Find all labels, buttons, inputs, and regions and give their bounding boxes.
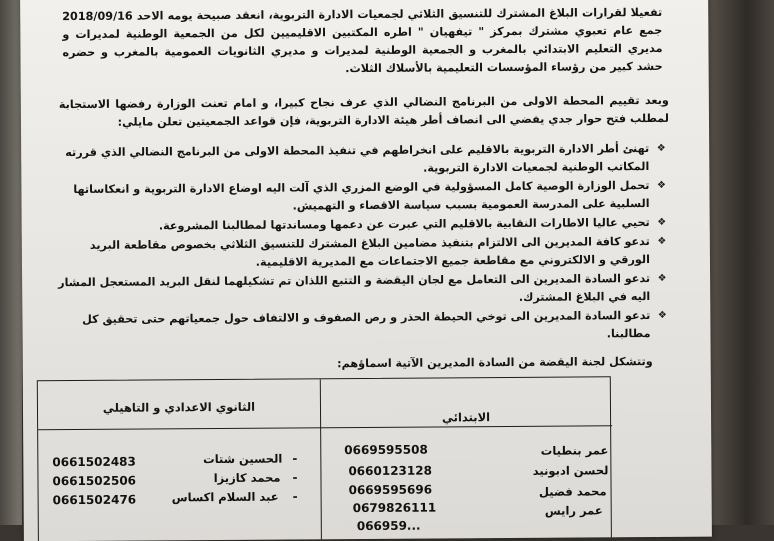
primary-name: لحسن ادبونيد (532, 463, 609, 478)
primary-phone: 0660123128 (348, 463, 432, 479)
list-item-text: تدعو السادة المديرين الى توخي الحيطة الحذر و رص الصفوف و الالتفاف حول جمعياتهم حتى تحقيق كل مطالبنا. (82, 309, 651, 341)
primary-name: عمر رايس (544, 503, 603, 518)
dash-marker: - (292, 470, 298, 485)
list-item (51, 177, 671, 217)
secondary-name: محمد كازيزا (213, 470, 281, 486)
table-column-divider (320, 379, 322, 541)
secondary-name: عبد السلام اكساس (171, 489, 279, 505)
diamond-bullet-icon: ❖ (657, 272, 667, 284)
intro-paragraph: تفعيلا لقرارات البلاغ المشترك للتنسيق الثلاثي لجمعيات الادارة التربوية، انعقد صبيحة يومه الاحد 2018/09/16 جمع عام تعبوي مشترك بمركز " تيفهيان " اطره المكتبين الاقليميين لكل من الجمعية الوطنية لمديرات و مديري التعليم الابتدائي بالمغرب و الجمعية الوطنية لمديرات و مديري الثانويات العمومية بالمغرب و حضره حشد كبير من رؤساء المؤسسات التعليمية بالأسلاك الثلاث. (62, 5, 663, 76)
background-left (0, 0, 22, 525)
committee-table (37, 376, 612, 541)
list-item-text: تحمل الوزارة الوصية كامل المسؤولية في الوضع المزري الذي آلت اليه اوضاع الادارة التربوية و انعكاساتها السلبية على المدرسة العمومية بسبب سياسة الاقصاء و التهميش. (73, 179, 650, 213)
paper-sheet (20, 0, 712, 541)
document-body (20, 0, 712, 541)
list-item-text: تدعو كافة المديرين الى الالتزام بتنفيذ مضامين البلاغ المشترك للتنسيق الثلاثي بخصوص مقاطعة البريد الورقي و الالكتروني مع مقاطعة جميع الاجتماعات مع المديرية الاقليمية. (89, 235, 651, 269)
diamond-bullet-icon: ❖ (657, 235, 667, 247)
dash-marker: - (292, 451, 298, 466)
secondary-name: الحسين شتات (203, 451, 283, 467)
diamond-bullet-icon: ❖ (657, 309, 667, 321)
committee-intro: وتتشكل لجنة اليقضة من السادة المديرين الآتية اسماؤهم: (337, 355, 653, 371)
list-item-text: تهنئ أطر الادارة التربوية بالاقليم على انخراطهم في تنفيذ المحطة الاولى من البرنامج النضالي الذي قررته المكاتب الوطنية لجمعيات الادارة التربوية. (65, 142, 650, 175)
primary-column-header: الابتدائي (441, 410, 491, 425)
diamond-bullet-icon: ❖ (656, 179, 666, 191)
primary-name: محمد فضيل (538, 484, 607, 499)
list-item (52, 307, 672, 347)
primary-phone: 066959... (356, 518, 421, 534)
list-item (51, 140, 671, 180)
secondary-phone: 0661502483 (52, 454, 136, 470)
list-item (52, 233, 672, 273)
list-item-text: تحيي عاليا الاطارات النقابية بالاقليم التي عبرت عن دعمها ومساندتها لمطالبنا المشروعة. (158, 216, 650, 233)
diamond-bullet-icon: ❖ (657, 216, 667, 228)
background-right (706, 0, 774, 525)
diamond-bullet-icon: ❖ (656, 142, 666, 154)
secondary-column-header: الثانوي الاعدادي و التاهيلي (102, 399, 256, 415)
secondary-phone: 0661502476 (52, 492, 137, 508)
secondary-phone: 0661502506 (52, 473, 137, 489)
primary-name: عمر بنطيات (540, 443, 609, 458)
list-item-text: تدعو السادة المديرين الى التعامل مع لجان اليقضة و التتبع اللذان تم تشكيلهما لنقل البريد المستعجل المشار اليه في البلاغ المشترك. (58, 272, 651, 304)
primary-phone: 0679826111 (352, 500, 437, 516)
list-item (52, 270, 672, 310)
dash-marker: - (292, 489, 298, 504)
bullet-list (51, 140, 672, 348)
primary-phone: 0669595696 (348, 482, 433, 498)
primary-phone: 0669595508 (344, 442, 428, 458)
assessment-paragraph: وبعد تقييم المحطة الاولى من البرنامج النضالي الذي عرف نجاح كبيرا، و امام تعنت الوزارة رفضها الاستجابة لمطلب فتح حوار جدي يفضي الى انصاف أطر هيئة الادارة التربوية، فإن قواعد الجمعيتين تعلن مايلي: (58, 93, 670, 129)
